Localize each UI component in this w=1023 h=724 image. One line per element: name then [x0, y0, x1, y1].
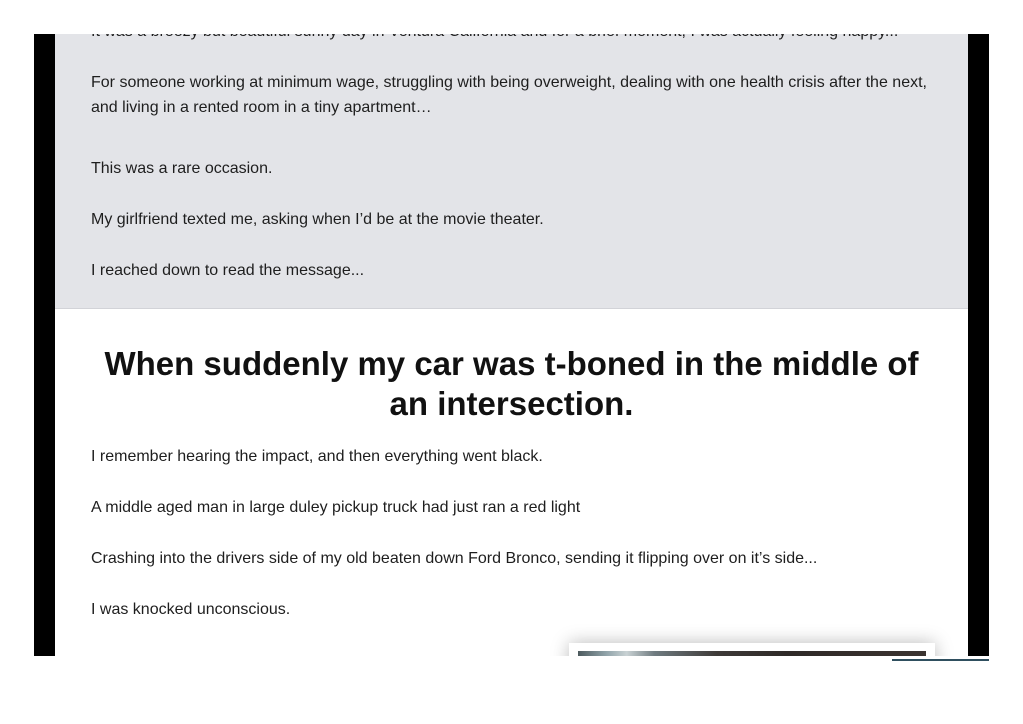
intro-paragraph: For someone working at minimum wage, struggling with being overweight, dealing with one health crisis after the next, and living in a rented room in a tiny apartment… — [91, 74, 927, 116]
story-headline: When suddenly my car was t-boned in the middle of an intersection. — [104, 345, 919, 422]
story-paragraph: I remember hearing the impact, and then everything went black. — [91, 448, 543, 465]
intro-paragraph: This was a rare occasion. — [91, 160, 273, 177]
intro-section — [55, 0, 968, 309]
story-paragraph: I was knocked unconscious. — [91, 601, 291, 618]
intro-paragraph: My girlfriend texted me, asking when I’d be at the movie theater. — [91, 211, 544, 228]
article-page — [55, 0, 968, 656]
top-bar — [0, 0, 1023, 34]
story-paragraph: A middle aged man in large duley pickup truck had just ran a red light — [91, 499, 581, 516]
page-frame — [34, 0, 989, 656]
accent-rule — [892, 659, 989, 661]
intro-paragraph: I reached down to read the message... — [91, 262, 365, 279]
accident-image-card — [569, 643, 935, 656]
story-paragraph: Crashing into the drivers side of my old beaten down Ford Bronco, sending it flipping over on it’s side... — [91, 550, 818, 567]
accident-photo — [578, 651, 926, 656]
